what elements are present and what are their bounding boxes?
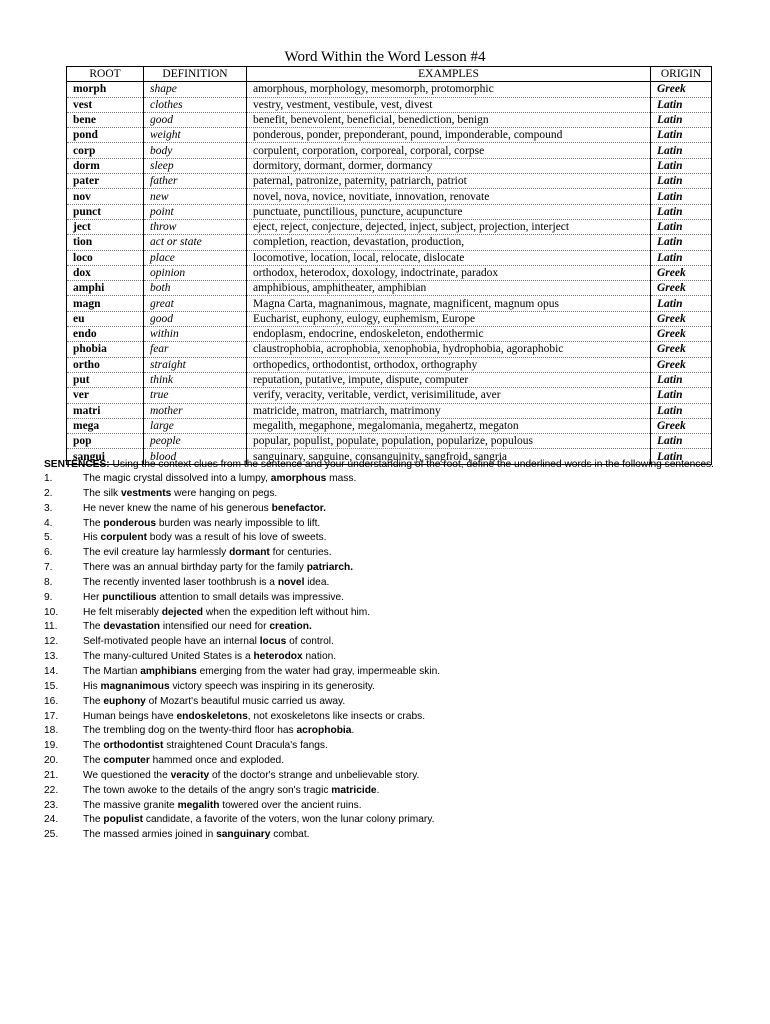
sentence-text [83, 561, 353, 576]
sentence-text [83, 531, 326, 546]
definition-cell: shape [144, 82, 247, 97]
root-cell: vest [67, 97, 144, 112]
sentence-text-before: The trembling dog on the twenty-third floor has [83, 725, 297, 737]
sentence-text-before: There was an annual birthday party for the family [83, 562, 307, 574]
roots-table [66, 66, 712, 465]
sentences-instructions: Using the context clues from the sentence and your understanding of the root, define the underlined words in the following sentences. [109, 459, 714, 470]
vocabulary-word: sanguinary [216, 829, 271, 841]
examples-cell: amorphous, morphology, mesomorph, protomorphic [247, 82, 651, 97]
definition-cell: place [144, 250, 247, 265]
table-row [67, 281, 712, 296]
root-cell: bene [67, 112, 144, 127]
examples-cell: novel, nova, novice, novitiate, innovation, renovate [247, 189, 651, 204]
vocabulary-word: novel [277, 576, 305, 588]
root-cell: pond [67, 128, 144, 143]
origin-cell: Latin [651, 388, 712, 403]
definition-cell: father [144, 174, 247, 189]
sentence-text [83, 695, 345, 710]
sentence-number: 10. [44, 606, 59, 618]
origin-cell: Latin [651, 128, 712, 143]
sentence-text-after: towered over the ancient ruins. [219, 799, 362, 811]
list-item [44, 695, 744, 710]
origin-cell: Latin [651, 112, 712, 127]
definition-cell: blood [144, 449, 247, 464]
definition-cell: true [144, 388, 247, 403]
vocabulary-word: endoskeletons [176, 710, 248, 722]
table-row [67, 128, 712, 143]
table-row [67, 82, 712, 97]
definition-cell: body [144, 143, 247, 158]
sentence-number: 25. [44, 829, 59, 841]
origin-cell: Latin [651, 296, 712, 311]
examples-cell: popular, populist, populate, population, popularize, populous [247, 434, 651, 449]
list-item [44, 591, 744, 606]
sentence-number: 15. [44, 680, 59, 692]
sentence-number: 2. [44, 487, 53, 499]
sentence-text-before: The magic crystal dissolved into a lumpy, [83, 473, 271, 484]
sentence-text-after: combat. [270, 829, 310, 841]
sentence-text-before: The [83, 755, 104, 767]
root-cell: eu [67, 311, 144, 326]
header-root: ROOT [67, 67, 144, 82]
sentence-text-before: The [83, 814, 104, 826]
sentence-text-before: The massed armies joined in [83, 829, 217, 841]
sentence-text-before: The [83, 517, 104, 529]
list-item [44, 531, 744, 546]
header-definition: DEFINITION [144, 67, 247, 82]
definition-cell: people [144, 434, 247, 449]
vocabulary-word: amphibians [140, 665, 197, 677]
sentence-text-before: The Martian [83, 665, 141, 677]
definition-cell: good [144, 112, 247, 127]
sentence-text-after: of the doctor's strange and unbelievable story. [209, 769, 420, 781]
origin-cell: Latin [651, 143, 712, 158]
definition-cell: sleep [144, 158, 247, 173]
sentence-text-before: The silk [83, 487, 121, 499]
origin-cell: Greek [651, 311, 712, 326]
examples-cell: Eucharist, euphony, eulogy, euphemism, Europe [247, 311, 651, 326]
origin-cell: Latin [651, 449, 712, 464]
table-row [67, 112, 712, 127]
sentence-text-before: He felt miserably [83, 606, 162, 618]
sentence-text [83, 650, 336, 665]
list-item [44, 487, 744, 502]
examples-cell: corpulent, corporation, corporeal, corporal, corpse [247, 143, 651, 158]
list-item [44, 650, 744, 665]
examples-cell: endoplasm, endocrine, endoskeleton, endothermic [247, 327, 651, 342]
sentence-text [83, 487, 277, 502]
sentence-text-before: Self-motivated people have an internal [83, 636, 260, 648]
root-cell: nov [67, 189, 144, 204]
root-cell: morph [67, 82, 144, 97]
list-item [44, 606, 744, 621]
table-row [67, 327, 712, 342]
sentence-text [83, 799, 362, 814]
sentence-text-after: emerging from the water had gray, impermeable skin. [196, 665, 441, 677]
header-examples: EXAMPLES [247, 67, 651, 82]
sentence-text-after: burden was nearly impossible to lift. [156, 517, 321, 529]
sentence-text-after: for centuries. [269, 547, 332, 559]
list-item [44, 828, 744, 843]
sentence-text [83, 813, 434, 828]
sentence-text-after: when the expedition left without him. [203, 606, 371, 618]
vocabulary-word: vestments [120, 487, 172, 499]
root-cell: tion [67, 235, 144, 250]
vocabulary-word: devastation [103, 621, 161, 633]
examples-cell: verify, veracity, veritable, verdict, verisimilitude, aver [247, 388, 651, 403]
vocabulary-word: magnanimous [100, 680, 170, 692]
root-cell: ver [67, 388, 144, 403]
sentence-text-before: He never knew the name of his generous [83, 502, 272, 514]
sentence-text-after: straightened Count Dracula's fangs. [163, 740, 328, 752]
list-item [44, 517, 744, 532]
sentence-text-before: The evil creature lay harmlessly [83, 547, 230, 559]
table-row [67, 158, 712, 173]
origin-cell: Greek [651, 342, 712, 357]
definition-cell: fear [144, 342, 247, 357]
definition-cell: within [144, 327, 247, 342]
vocabulary-word: populist [103, 814, 144, 826]
sentence-text [83, 739, 328, 754]
sentence-number: 14. [44, 665, 59, 677]
origin-cell: Latin [651, 235, 712, 250]
examples-cell: vestry, vestment, vestibule, vest, divest [247, 97, 651, 112]
list-item [44, 739, 744, 754]
vocabulary-word: dormant [229, 547, 270, 559]
definition-cell: clothes [144, 97, 247, 112]
table-row [67, 434, 712, 449]
table-row [67, 372, 712, 387]
sentence-list [44, 472, 744, 843]
sentence-text-before: The recently invented laser toothbrush is a [83, 576, 278, 588]
definition-cell: both [144, 281, 247, 296]
sentence-text-before: His [83, 680, 101, 692]
definition-cell: great [144, 296, 247, 311]
vocabulary-word: orthodontist [103, 740, 164, 752]
vocabulary-word: patriarch. [306, 562, 354, 574]
origin-cell: Latin [651, 204, 712, 219]
origin-cell: Greek [651, 357, 712, 372]
table-row [67, 174, 712, 189]
table-row [67, 204, 712, 219]
origin-cell: Greek [651, 265, 712, 280]
definition-cell: think [144, 372, 247, 387]
sentence-number: 7. [44, 562, 53, 574]
sentence-text-after: were hanging on pegs. [171, 487, 278, 499]
vocabulary-word: benefactor. [271, 502, 326, 514]
examples-cell: dormitory, dormant, dormer, dormancy [247, 158, 651, 173]
sentence-text-after: of Mozart's beautiful music carried us away. [145, 695, 346, 707]
root-cell: dorm [67, 158, 144, 173]
sentence-text-after: idea. [304, 576, 330, 588]
sentence-text-before: The [83, 740, 104, 752]
examples-cell: matricide, matron, matriarch, matrimony [247, 403, 651, 418]
root-cell: pater [67, 174, 144, 189]
list-item [44, 754, 744, 769]
root-cell: mega [67, 418, 144, 433]
list-item [44, 665, 744, 680]
root-cell: put [67, 372, 144, 387]
examples-cell: eject, reject, conjecture, dejected, inject, subject, projection, interject [247, 219, 651, 234]
sentence-text-after: mass. [326, 473, 357, 484]
sentence-text-before: Human beings have [83, 710, 177, 722]
origin-cell: Latin [651, 403, 712, 418]
sentence-text-after: of control. [286, 636, 334, 648]
list-item [44, 576, 744, 591]
header-origin: ORIGIN [651, 67, 712, 82]
sentence-number: 12. [44, 636, 59, 648]
sentence-text [83, 769, 419, 784]
vocabulary-word: creation. [269, 621, 312, 633]
sentence-text [83, 680, 375, 695]
list-item [44, 710, 744, 725]
root-cell: ortho [67, 357, 144, 372]
table-row [67, 189, 712, 204]
vocabulary-word: ponderous [103, 517, 157, 529]
list-item [44, 680, 744, 695]
list-item [44, 561, 744, 576]
definition-cell: large [144, 418, 247, 433]
origin-cell: Latin [651, 219, 712, 234]
sentence-text [83, 472, 356, 487]
sentence-number: 24. [44, 814, 59, 826]
origin-cell: Latin [651, 174, 712, 189]
vocabulary-word: amorphous [270, 473, 327, 484]
vocabulary-word: megalith [177, 799, 220, 811]
definition-cell: straight [144, 357, 247, 372]
table-row [67, 342, 712, 357]
sentence-number: 13. [44, 651, 59, 663]
sentence-text-before: The massive granite [83, 799, 178, 811]
table-row [67, 311, 712, 326]
sentence-text [83, 576, 329, 591]
root-cell: ject [67, 219, 144, 234]
examples-cell: orthopedics, orthodontist, orthodox, orthography [247, 357, 651, 372]
root-cell: sangui [67, 449, 144, 464]
sentence-text-before: The many-cultured United States is a [83, 651, 254, 663]
origin-cell: Latin [651, 158, 712, 173]
sentence-text-after: body was a result of his love of sweets. [146, 532, 327, 544]
root-cell: magn [67, 296, 144, 311]
definition-cell: mother [144, 403, 247, 418]
sentence-text [83, 635, 334, 650]
table-header-row [67, 67, 712, 82]
root-cell: pop [67, 434, 144, 449]
origin-cell: Greek [651, 327, 712, 342]
list-item [44, 813, 744, 828]
roots-table-body [67, 82, 712, 464]
examples-cell: paternal, patronize, paternity, patriarch, patriot [247, 174, 651, 189]
sentence-number: 23. [44, 799, 59, 811]
definition-cell: throw [144, 219, 247, 234]
table-row [67, 403, 712, 418]
sentence-text [83, 710, 425, 725]
sentence-text-after: candidate, a favorite of the voters, won the lunar colony primary. [143, 814, 435, 826]
sentence-text [83, 784, 379, 799]
root-cell: loco [67, 250, 144, 265]
sentence-text-before: The [83, 695, 104, 707]
sentence-number: 8. [44, 576, 53, 588]
list-item [44, 784, 744, 799]
definition-cell: good [144, 311, 247, 326]
origin-cell: Greek [651, 281, 712, 296]
sentence-text-after: hammed once and exploded. [149, 755, 285, 767]
table-row [67, 357, 712, 372]
sentence-text-after: nation. [302, 651, 337, 663]
table-row [67, 250, 712, 265]
sentence-text-before: Her [83, 591, 103, 603]
origin-cell: Latin [651, 372, 712, 387]
root-cell: matri [67, 403, 144, 418]
table-row [67, 219, 712, 234]
sentence-text [83, 754, 284, 769]
root-cell: endo [67, 327, 144, 342]
sentence-text [83, 724, 354, 739]
vocabulary-word: euphony [103, 695, 146, 707]
origin-cell: Latin [651, 189, 712, 204]
vocabulary-word: veracity [170, 769, 210, 781]
sentence-text-after: attention to small details was impressive. [156, 591, 345, 603]
table-row [67, 265, 712, 280]
sentence-text-after: victory speech was inspiring in its generosity. [169, 680, 375, 692]
examples-cell: amphibious, amphitheater, amphibian [247, 281, 651, 296]
sentence-text-before: His [83, 532, 101, 544]
definition-cell: opinion [144, 265, 247, 280]
sentence-number: 9. [44, 591, 53, 603]
origin-cell: Latin [651, 434, 712, 449]
vocabulary-word: computer [103, 755, 150, 767]
examples-cell: locomotive, location, local, relocate, dislocate [247, 250, 651, 265]
sentence-text-before: We questioned the [83, 769, 171, 781]
examples-cell: Magna Carta, magnanimous, magnate, magnificent, magnum opus [247, 296, 651, 311]
list-item [44, 502, 744, 517]
sentence-number: 21. [44, 769, 59, 781]
sentence-text [83, 546, 332, 561]
list-item [44, 799, 744, 814]
sentence-text [83, 502, 326, 517]
definition-cell: weight [144, 128, 247, 143]
list-item [44, 546, 744, 561]
examples-cell: megalith, megaphone, megalomania, megahertz, megaton [247, 418, 651, 433]
definition-cell: act or state [144, 235, 247, 250]
vocabulary-word: locus [259, 636, 287, 648]
table-row [67, 296, 712, 311]
list-item [44, 620, 744, 635]
sentence-number: 18. [44, 725, 59, 737]
vocabulary-word: heterodox [253, 651, 303, 663]
sentence-text-after: . [351, 725, 355, 737]
sentence-text [83, 665, 440, 680]
table-row [67, 418, 712, 433]
sentences-label: SENTENCES: [44, 459, 110, 470]
sentence-text-after: . [376, 784, 380, 796]
sentence-number: 11. [44, 621, 58, 633]
vocabulary-word: dejected [161, 606, 204, 618]
sentence-number: 1. [44, 473, 53, 484]
origin-cell: Greek [651, 82, 712, 97]
sentence-text-after: , not exoskeletons like insects or crabs. [247, 710, 426, 722]
origin-cell: Latin [651, 97, 712, 112]
page-title: Word Within the Word Lesson #4 [284, 49, 486, 65]
sentence-text [83, 620, 312, 635]
sentence-number: 6. [44, 547, 53, 559]
sentence-number: 22. [44, 784, 59, 796]
origin-cell: Greek [651, 418, 712, 433]
sentence-number: 5. [44, 532, 53, 544]
vocabulary-word: corpulent [100, 532, 147, 544]
examples-cell: claustrophobia, acrophobia, xenophobia, hydrophobia, agoraphobic [247, 342, 651, 357]
sentences-intro [44, 457, 744, 472]
table-row [67, 235, 712, 250]
table-row [67, 143, 712, 158]
sentence-text-before: The town awoke to the details of the angry son's tragic [83, 784, 332, 796]
table-row [67, 388, 712, 403]
list-item [44, 635, 744, 650]
list-item [44, 472, 744, 487]
sentence-text-before: The [83, 621, 104, 633]
list-item [44, 724, 744, 739]
vocabulary-word: matricide [331, 784, 377, 796]
examples-cell: ponderous, ponder, preponderant, pound, imponderable, compound [247, 128, 651, 143]
sentence-number: 3. [44, 502, 53, 514]
list-item [44, 769, 744, 784]
sentence-text [83, 517, 320, 532]
definition-cell: new [144, 189, 247, 204]
vocabulary-word: acrophobia [296, 725, 352, 737]
sentence-text [83, 591, 344, 606]
sentence-number: 19. [44, 740, 59, 752]
root-cell: corp [67, 143, 144, 158]
examples-cell: sanguinary, sanguine, consanguinity, sangfroid, sangria [247, 449, 651, 464]
examples-cell: orthodox, heterodox, doxology, indoctrinate, paradox [247, 265, 651, 280]
sentence-text [83, 606, 370, 621]
sentence-number: 16. [44, 695, 59, 707]
sentences-section [44, 457, 744, 843]
examples-cell: reputation, putative, impute, dispute, computer [247, 372, 651, 387]
origin-cell: Latin [651, 250, 712, 265]
root-cell: punct [67, 204, 144, 219]
vocabulary-word: punctilious [102, 591, 157, 603]
sentence-text-middle: intensified our need for [160, 621, 270, 633]
sentence-number: 20. [44, 755, 59, 767]
table-row [67, 97, 712, 112]
sentence-text [83, 828, 310, 843]
root-cell: dox [67, 265, 144, 280]
root-cell: amphi [67, 281, 144, 296]
examples-cell: benefit, benevolent, beneficial, benediction, benign [247, 112, 651, 127]
examples-cell: completion, reaction, devastation, production, [247, 235, 651, 250]
sentence-number: 17. [44, 710, 59, 722]
examples-cell: punctuate, punctilious, puncture, acupuncture [247, 204, 651, 219]
definition-cell: point [144, 204, 247, 219]
root-cell: phobia [67, 342, 144, 357]
sentence-number: 4. [44, 517, 53, 529]
